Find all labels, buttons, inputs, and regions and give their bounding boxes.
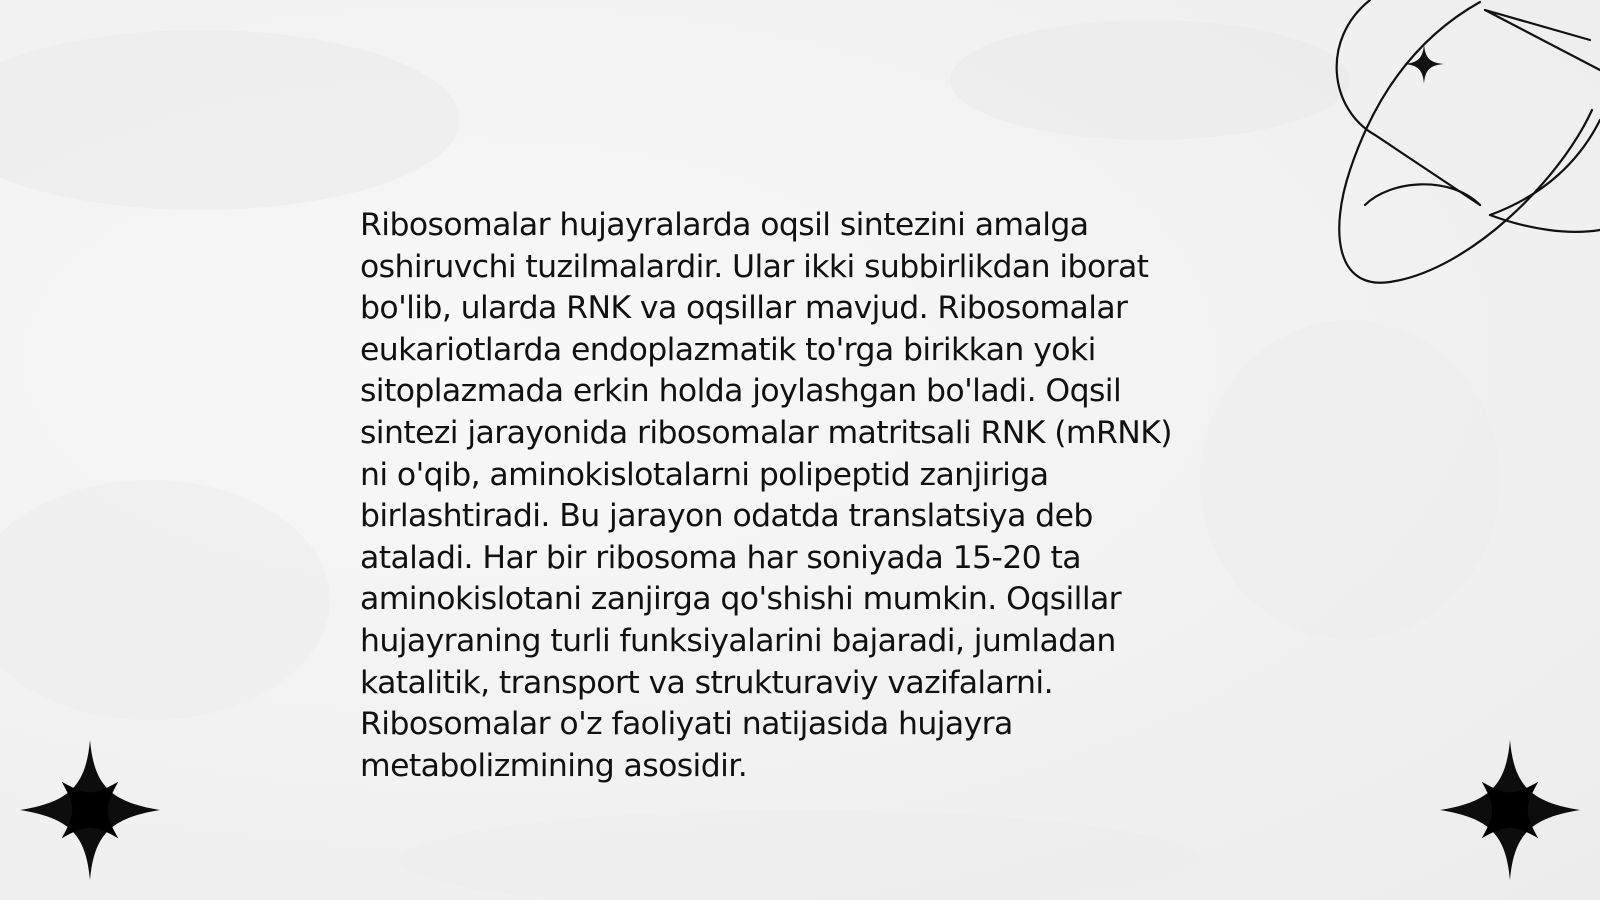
paragraph-line: sitoplazmada erkin holda joylashgan bo'ladi. Oqsil bbox=[360, 373, 1122, 410]
orbit-lines-icon bbox=[1330, 0, 1600, 300]
paragraph-line: metabolizmining asosidir. bbox=[360, 747, 748, 784]
sparkle-icon bbox=[1404, 44, 1444, 84]
paragraph-line: birlashtiradi. Bu jarayon odatda translatsiya deb bbox=[360, 498, 1093, 535]
paragraph-line: ataladi. Har bir ribosoma har soniyada 15-20 ta bbox=[360, 539, 1081, 576]
paragraph-line: hujayraning turli funksiyalarini bajaradi, jumladan bbox=[360, 622, 1116, 659]
paragraph-line: sintezi jarayonida ribosomalar matritsali RNK (mRNK) bbox=[360, 414, 1172, 451]
paragraph-line: Ribosomalar o'z faoliyati natijasida hujayra bbox=[360, 706, 1013, 743]
paragraph-line: katalitik, transport va strukturaviy vazifalarni. bbox=[360, 664, 1053, 701]
paragraph-line: eukariotlarda endoplazmatik to'rga birikkan yoki bbox=[360, 331, 1096, 368]
four-point-star-icon-left bbox=[20, 740, 160, 880]
paragraph-line: bo'lib, ularda RNK va oqsillar mavjud. Ribosomalar bbox=[360, 290, 1128, 327]
paragraph-line: oshiruvchi tuzilmalardir. Ular ikki subbirlikdan iborat bbox=[360, 248, 1149, 285]
body-paragraph bbox=[360, 205, 1240, 787]
paragraph-line: aminokislotani zanjirga qo'shishi mumkin. Oqsillar bbox=[360, 581, 1122, 618]
four-point-star-icon-right bbox=[1440, 740, 1580, 880]
paragraph-line: ni o'qib, aminokislotalarni polipeptid zanjiriga bbox=[360, 456, 1049, 493]
paragraph-line: Ribosomalar hujayralarda oqsil sintezini amalga bbox=[360, 207, 1089, 243]
